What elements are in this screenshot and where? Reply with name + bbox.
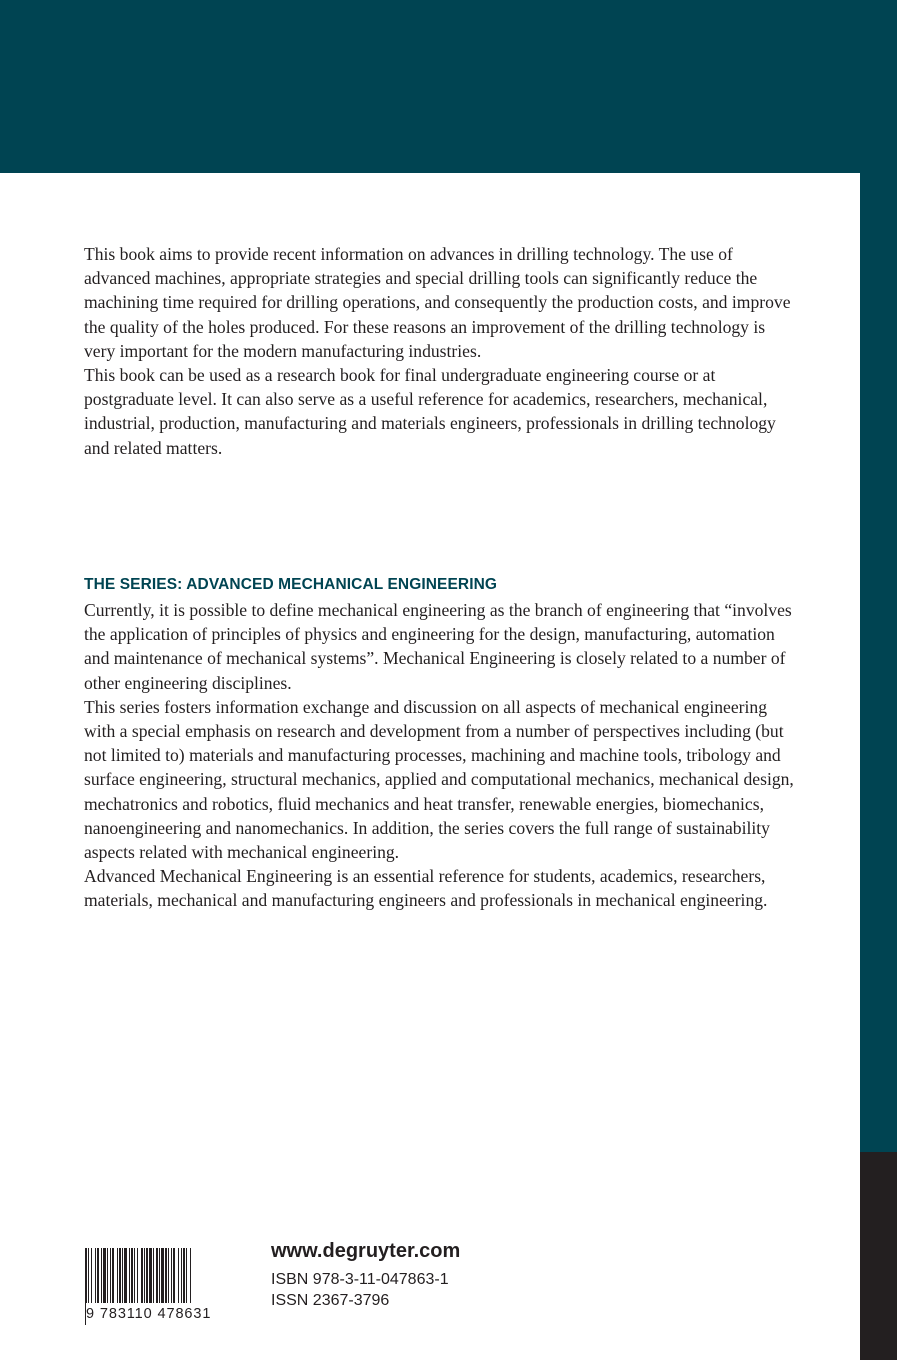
isbn-number: ISBN 978-3-11-047863-1: [271, 1271, 449, 1288]
right-corner-block: [860, 1152, 897, 1360]
series-paragraph-2: This series fosters information exchange and discussion on all aspects of mechanical engineering with a special emphasis on research and development from a number of perspectives including (but not limited to) materials and manufacturing processes, machining and machine tools, tribology and surface engineering, structural mechanics, applied and computational mechanics, mechanical design, mechatronics and robotics, fluid mechanics and heat transfer, renewable energies, biomechanics, nanoengineering and nanomechanics. In addition, the series covers the full range of sustainability aspects related with mechanical engineering.: [84, 696, 794, 863]
series-heading: THE SERIES: ADVANCED MECHANICAL ENGINEERING: [84, 576, 498, 593]
series-paragraph-1: Currently, it is possible to define mechanical engineering as the branch of engineering that “involves the application of principles of physics and engineering for the design, manufacturing, automation and maintenance of mechanical systems”. Mechanical Engineering is closely related to a number of other engineering disciplines.: [84, 600, 792, 693]
description-paragraph-2: This book can be used as a research book for final undergraduate engineering course or at postgraduate level. It can also serve as a useful reference for academics, researchers, mechanical, industrial, production, manufacturing and materials engineers, professionals in drilling technology and related matters.: [84, 365, 776, 458]
barcode-digits: 9 783110 478631: [86, 1303, 242, 1325]
description-paragraph-1: This book aims to provide recent information on advances in drilling technology. The use of advanced machines, appropriate strategies and special drilling tools can significantly reduce the machining time required for drilling operations, and consequently the production costs, and improve the quality of the holes produced. For these reasons an improvement of the drilling technology is very important for the modern manufacturing industries.: [84, 244, 791, 361]
top-color-band: [0, 0, 897, 173]
right-color-band: [860, 173, 897, 1152]
series-paragraph-3: Advanced Mechanical Engineering is an essential reference for students, academics, researchers, materials, mechanical and manufacturing engineers and professionals in mechanical engineering.: [84, 866, 768, 911]
issn-number: ISSN 2367-3796: [271, 1292, 390, 1309]
book-description: [84, 242, 794, 460]
series-description: [84, 598, 794, 913]
publisher-url: www.degruyter.com: [271, 1240, 461, 1262]
